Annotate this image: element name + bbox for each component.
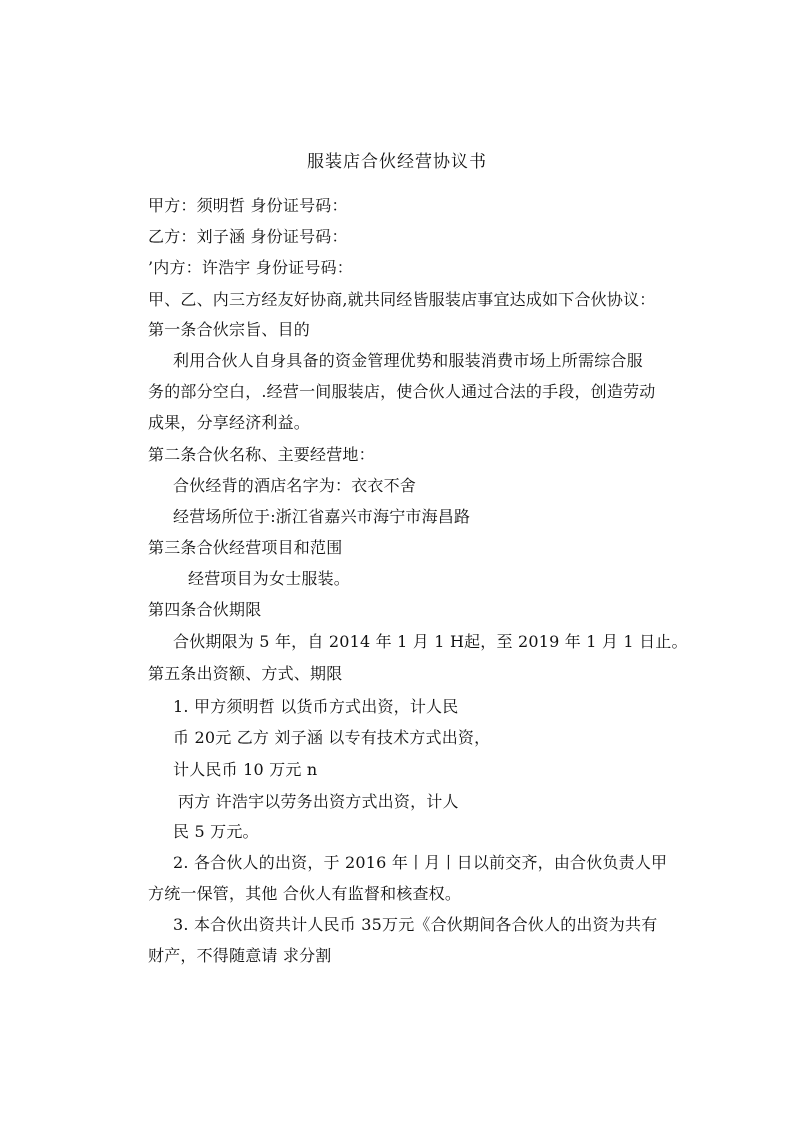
article-5-item-2-line-1: 2. 各合伙人的出资，于 2016 年丨月丨日以前交齐，由合伙负责人甲 [173, 853, 668, 872]
article-4-body-line: 合伙期限为 5 年，自 2014 年 1 月 1 H起，至 2019 年 1 月 1 日止。 [173, 632, 688, 651]
article-1-heading: 第一条合伙宗旨、目的 [148, 320, 311, 339]
party-c-line: ’内方：许浩宇 身份证号码： [148, 258, 353, 277]
article-5-item-3-line-1: 3. 本合伙出资共计人民币 35万元《合伙期间各合伙人的出资为共有 [173, 915, 658, 934]
preamble-line: 甲、乙、内三方经友好协商,就共同经皆服装店事宜达成如下合伙协议： [148, 290, 656, 309]
article-2-address-line: 经营场所位于:浙江省嘉兴市海宁市海昌路 [173, 507, 471, 526]
article-5-item-1-line-4: 丙方 许浩宇以劳务出资方式出资，计人 [178, 792, 459, 811]
article-2-heading: 第二条合伙名称、主要经营地： [148, 445, 375, 464]
article-5-item-1-line-2: 币 20元 乙方 刘子涵 以专有技术方式出资， [173, 728, 491, 747]
document-title: 服装店合伙经营协议书 [307, 152, 487, 172]
article-4-heading: 第四条合伙期限 [148, 600, 262, 619]
article-5-heading: 第五条出资额、方式、期限 [148, 664, 343, 683]
article-5-item-1-line-3: 计人民币 10 万元 n [173, 760, 318, 779]
article-5-item-1-line-5: 民 5 万元。 [173, 822, 259, 841]
party-b-line: 乙方：刘子涵 身份证号码： [148, 227, 348, 246]
article-2-name-line: 合伙经背的酒店名字为：衣衣不舍 [173, 476, 417, 495]
article-5-item-3-line-2: 财产，不得随意请 求分割 [148, 946, 332, 965]
article-3-heading: 第三条合伙经营项目和范围 [148, 538, 343, 557]
article-1-body-line-2: 务的部分空白，.经营一间服装店，使合伙人通过合法的手段，创造劳动 [148, 382, 656, 401]
article-1-body-line-3: 成果，分享经济利益。 [148, 413, 311, 432]
party-a-line: 甲方：须明哲 身份证号码： [148, 196, 348, 215]
article-5-item-1-line-1: 1. 甲方须明哲 以货币方式出资，计人民 [173, 697, 459, 716]
article-1-body-line-1: 利用合伙人自身具备的资金管理优势和服装消费市场上所需综合服 [173, 351, 643, 370]
article-3-body-line: 经营项目为女士服装。 [188, 569, 351, 588]
article-5-item-2-line-2: 方统一保管，其他 合伙人有监督和核查权。 [148, 884, 462, 903]
